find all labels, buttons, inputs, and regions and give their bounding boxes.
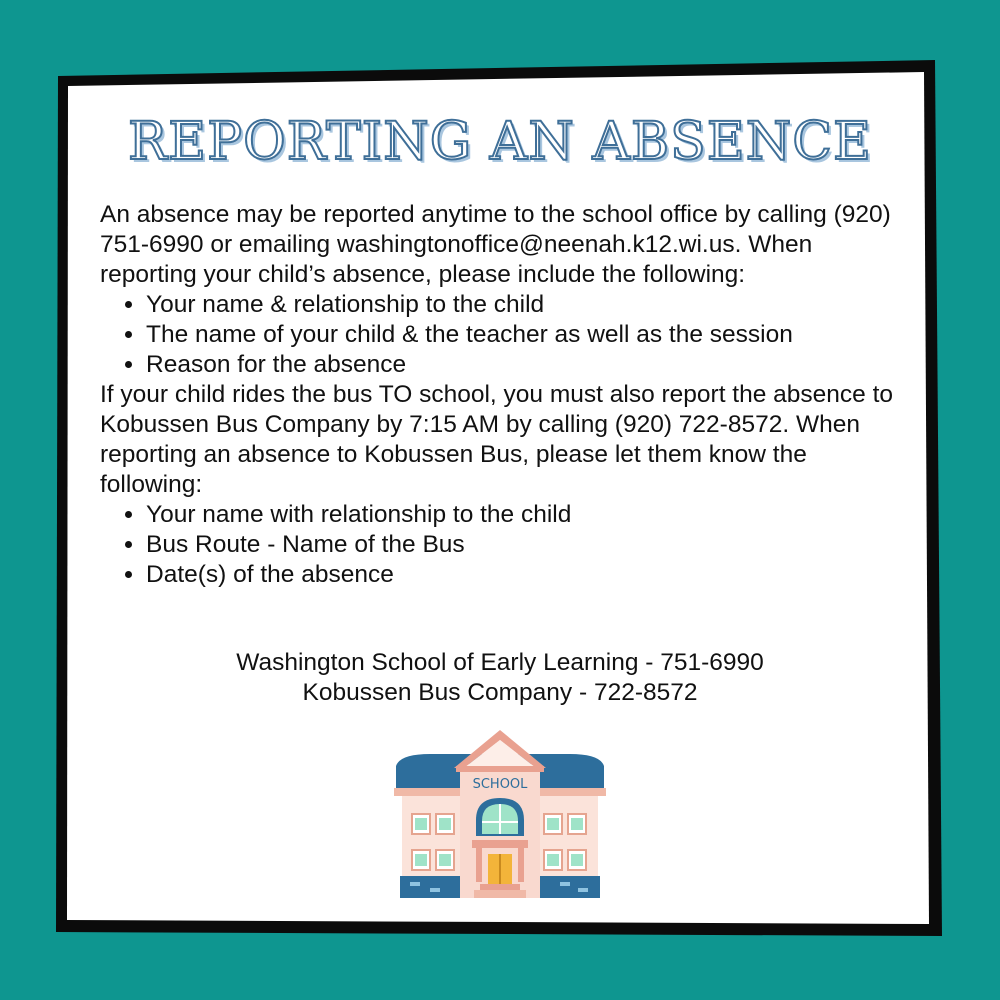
office-info-list <box>100 290 900 380</box>
school-contact: Washington School of Early Learning - 751-6990 <box>236 649 764 676</box>
bus-info-list <box>100 500 900 590</box>
bus-paragraph: If your child rides the bus TO school, you must also report the absence to Kobussen Bus Company by 7:15 AM by calling (920) 722-8572. When reporting an absence to Kobussen Bus, please let them know the following: <box>100 381 894 498</box>
bus-contact: Kobussen Bus Company - 722-8572 <box>302 679 698 706</box>
list-item: • Your name with relationship to the child <box>146 500 900 530</box>
school-building-icon <box>390 726 610 904</box>
absence-instructions <box>100 200 900 590</box>
school-sign: SCHOOL <box>472 777 528 792</box>
intro-paragraph: An absence may be reported anytime to the school office by calling (920) 751-6990 or emailing washingtonoffice@neenah.k12.wi.us. When reporting your child’s absence, please include the following: <box>100 201 891 288</box>
list-item: • Date(s) of the absence <box>146 560 900 590</box>
contact-block <box>100 648 900 708</box>
list-item: • Reason for the absence <box>146 350 900 380</box>
page-title: REPORTING AN ABSENCE <box>128 112 872 172</box>
list-item: • Your name & relationship to the child <box>146 290 900 320</box>
list-item: • Bus Route - Name of the Bus <box>146 530 900 560</box>
list-item: • The name of your child & the teacher as well as the session <box>146 320 900 350</box>
